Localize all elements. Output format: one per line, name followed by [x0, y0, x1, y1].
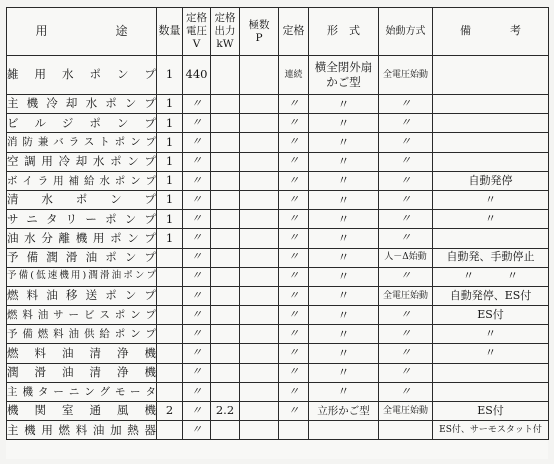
row-qty: 1	[157, 114, 183, 133]
header-remarks: 備 考	[433, 8, 549, 56]
row-form	[309, 56, 379, 95]
row-remarks: 〃	[433, 325, 549, 344]
row-form-line: 〃	[337, 269, 350, 284]
row-use: 燃料油移送ポンプ	[7, 286, 157, 305]
table-row	[7, 210, 549, 229]
row-use: 予備燃料油供給ポンプ	[7, 325, 157, 344]
motor-spec-table	[6, 7, 549, 440]
row-form	[309, 402, 379, 421]
row-use: サニタリーポンプ	[7, 210, 157, 229]
table-row	[7, 286, 549, 305]
row-form	[309, 133, 379, 152]
row-rating: 〃	[279, 95, 309, 114]
row-output	[211, 171, 240, 190]
row-output: 2.2	[211, 402, 240, 421]
row-form-line: 〃	[337, 154, 350, 169]
table-row	[7, 95, 549, 114]
row-output	[211, 210, 240, 229]
row-qty	[157, 382, 183, 401]
header-rating: 定格	[279, 8, 309, 56]
row-remarks: 自動発停	[433, 171, 549, 190]
row-use: ビルジポンプ	[7, 114, 157, 133]
row-rating: 連続	[279, 56, 309, 95]
table-row	[7, 190, 549, 209]
row-rating: 〃	[279, 325, 309, 344]
row-remarks: 自動発、手動停止	[433, 248, 549, 267]
row-form	[309, 248, 379, 267]
row-form	[309, 190, 379, 209]
row-start	[379, 421, 433, 440]
table-row	[7, 421, 549, 440]
header-start: 始動方式	[379, 8, 433, 56]
row-output	[211, 325, 240, 344]
row-start: 〃	[379, 363, 433, 382]
row-poles	[240, 229, 279, 248]
row-rating: 〃	[279, 190, 309, 209]
row-output	[211, 229, 240, 248]
row-form	[309, 421, 379, 440]
row-qty	[157, 421, 183, 440]
table-row	[7, 382, 549, 401]
row-output	[211, 133, 240, 152]
row-form-line: 〃	[337, 365, 350, 380]
row-start: 〃	[379, 114, 433, 133]
row-start: 〃	[379, 325, 433, 344]
header-row	[7, 8, 549, 56]
row-form	[309, 382, 379, 401]
row-start: 〃	[379, 306, 433, 325]
row-rating: 〃	[279, 210, 309, 229]
table-row	[7, 344, 549, 363]
row-poles	[240, 114, 279, 133]
row-rating: 〃	[279, 306, 309, 325]
row-form-line: 〃	[337, 384, 350, 399]
row-output	[211, 248, 240, 267]
row-start: 〃	[379, 229, 433, 248]
row-form-line: 立形かご型	[317, 404, 370, 417]
row-voltage: 〃	[183, 171, 211, 190]
row-voltage: 〃	[183, 133, 211, 152]
row-start: 全電圧始動	[379, 402, 433, 421]
row-voltage: 〃	[183, 152, 211, 171]
row-poles	[240, 171, 279, 190]
row-start: 人－Δ始動	[379, 248, 433, 267]
row-voltage: 〃	[183, 306, 211, 325]
table-row	[7, 267, 549, 286]
row-form	[309, 286, 379, 305]
row-voltage: 〃	[183, 382, 211, 401]
row-start: 〃	[379, 171, 433, 190]
row-output	[211, 190, 240, 209]
row-use: 潤滑油清浄機	[7, 363, 157, 382]
row-form-line: かご型	[326, 75, 361, 89]
row-rating	[279, 421, 309, 440]
row-rating: 〃	[279, 363, 309, 382]
row-qty: 1	[157, 95, 183, 114]
row-qty	[157, 363, 183, 382]
row-use: 予備(低速機用)潤滑油ポンプ	[7, 267, 157, 286]
row-form	[309, 210, 379, 229]
row-qty: 1	[157, 210, 183, 229]
row-qty: 1	[157, 229, 183, 248]
row-poles	[240, 267, 279, 286]
row-form-line: 〃	[337, 326, 350, 341]
row-rating: 〃	[279, 286, 309, 305]
row-remarks: 〃 〃	[433, 267, 549, 286]
row-remarks: 〃	[433, 344, 549, 363]
row-form-line: 〃	[337, 250, 350, 265]
row-remarks	[433, 382, 549, 401]
table-row	[7, 152, 549, 171]
row-remarks	[433, 56, 549, 95]
row-use: 清水ポンプ	[7, 190, 157, 209]
row-rating: 〃	[279, 267, 309, 286]
row-form-line: 横全閉外扇	[314, 60, 373, 74]
row-form	[309, 344, 379, 363]
row-poles	[240, 95, 279, 114]
row-start: 全電圧始動	[379, 56, 433, 95]
row-voltage: 〃	[183, 267, 211, 286]
row-use: ボイラ用補給水ポンプ	[7, 171, 157, 190]
row-poles	[240, 210, 279, 229]
row-qty	[157, 306, 183, 325]
row-use: 主機用燃料油加熱器	[7, 421, 157, 440]
row-rating: 〃	[279, 402, 309, 421]
row-start: 〃	[379, 133, 433, 152]
row-voltage: 〃	[183, 114, 211, 133]
row-poles	[240, 152, 279, 171]
row-output	[211, 95, 240, 114]
row-remarks: ES付	[433, 402, 549, 421]
row-output	[211, 56, 240, 95]
row-remarks: ES付	[433, 306, 549, 325]
row-remarks	[433, 114, 549, 133]
row-voltage: 〃	[183, 190, 211, 209]
row-form	[309, 267, 379, 286]
row-voltage: 〃	[183, 421, 211, 440]
row-poles	[240, 421, 279, 440]
header-qty: 数量	[157, 8, 183, 56]
row-form-line: 〃	[337, 96, 350, 111]
row-use: 消防兼バラストポンプ	[7, 133, 157, 152]
row-use: 機関室通風機	[7, 402, 157, 421]
row-rating: 〃	[279, 229, 309, 248]
table-row	[7, 114, 549, 133]
row-voltage: 〃	[183, 210, 211, 229]
row-use: 油水分離機用ポンプ	[7, 229, 157, 248]
row-voltage: 〃	[183, 229, 211, 248]
row-form	[309, 95, 379, 114]
row-form	[309, 363, 379, 382]
row-qty: 1	[157, 171, 183, 190]
row-voltage: 〃	[183, 248, 211, 267]
row-remarks: 自動発停、ES付	[433, 286, 549, 305]
row-use: 予備潤滑油ポンプ	[7, 248, 157, 267]
row-use: 燃料油清浄機	[7, 344, 157, 363]
row-rating: 〃	[279, 114, 309, 133]
row-output	[211, 114, 240, 133]
row-voltage: 〃	[183, 402, 211, 421]
header-form: 形 式	[309, 8, 379, 56]
row-qty: 1	[157, 152, 183, 171]
header-output: 定格 出力 kW	[211, 8, 240, 56]
row-poles	[240, 382, 279, 401]
row-use: 主機ターニングモータ	[7, 382, 157, 401]
table-row	[7, 248, 549, 267]
spec-sheet	[6, 7, 548, 459]
row-output	[211, 306, 240, 325]
row-remarks	[433, 229, 549, 248]
row-remarks	[433, 152, 549, 171]
row-form	[309, 325, 379, 344]
row-voltage: 〃	[183, 95, 211, 114]
row-use: 主機冷却水ポンプ	[7, 95, 157, 114]
row-rating: 〃	[279, 171, 309, 190]
table-row	[7, 325, 549, 344]
row-poles	[240, 190, 279, 209]
row-voltage: 440	[183, 56, 211, 95]
row-output	[211, 286, 240, 305]
row-remarks: 〃	[433, 190, 549, 209]
row-qty: 1	[157, 56, 183, 95]
row-rating: 〃	[279, 152, 309, 171]
row-form-line: 〃	[337, 288, 350, 303]
row-rating: 〃	[279, 248, 309, 267]
row-form-line: 〃	[337, 211, 350, 226]
row-rating: 〃	[279, 344, 309, 363]
row-output	[211, 152, 240, 171]
row-start: 〃	[379, 344, 433, 363]
row-qty: 1	[157, 133, 183, 152]
row-output	[211, 363, 240, 382]
row-form-line: 〃	[337, 173, 350, 188]
row-output	[211, 344, 240, 363]
row-poles	[240, 325, 279, 344]
row-start: 〃	[379, 190, 433, 209]
row-poles	[240, 133, 279, 152]
row-use: 空調用冷却水ポンプ	[7, 152, 157, 171]
row-output	[211, 267, 240, 286]
row-remarks	[433, 95, 549, 114]
table-row	[7, 306, 549, 325]
row-poles	[240, 306, 279, 325]
row-form-line: 〃	[337, 307, 350, 322]
row-start: 全電圧始動	[379, 286, 433, 305]
row-form-line: 〃	[337, 346, 350, 361]
row-start: 〃	[379, 152, 433, 171]
row-qty	[157, 325, 183, 344]
row-form-line: 〃	[337, 192, 350, 207]
row-form-line: 〃	[337, 134, 350, 149]
table-row	[7, 402, 549, 421]
row-output	[211, 382, 240, 401]
row-form-line: 〃	[337, 230, 350, 245]
row-remarks	[433, 133, 549, 152]
row-use: 燃料油サービスポンプ	[7, 306, 157, 325]
row-start: 〃	[379, 95, 433, 114]
row-poles	[240, 248, 279, 267]
row-poles	[240, 402, 279, 421]
row-form	[309, 229, 379, 248]
row-start: 〃	[379, 267, 433, 286]
table-row	[7, 133, 549, 152]
row-poles	[240, 56, 279, 95]
row-qty: 1	[157, 190, 183, 209]
table-row	[7, 171, 549, 190]
header-poles: 極数 P	[240, 8, 279, 56]
row-voltage: 〃	[183, 344, 211, 363]
row-use: 雑用水ポンプ	[7, 56, 157, 95]
row-qty: 2	[157, 402, 183, 421]
table-row	[7, 56, 549, 95]
header-use: 用 途	[7, 8, 157, 56]
row-qty	[157, 286, 183, 305]
row-rating: 〃	[279, 382, 309, 401]
row-form	[309, 306, 379, 325]
row-remarks: 〃	[433, 210, 549, 229]
table-row	[7, 229, 549, 248]
table-row	[7, 363, 549, 382]
row-output	[211, 421, 240, 440]
row-form	[309, 114, 379, 133]
row-poles	[240, 344, 279, 363]
row-voltage: 〃	[183, 363, 211, 382]
row-poles	[240, 286, 279, 305]
row-qty	[157, 344, 183, 363]
row-start: 〃	[379, 382, 433, 401]
row-poles	[240, 363, 279, 382]
row-form-line: 〃	[337, 115, 350, 130]
row-remarks: ES付、サーモスタット付	[433, 421, 549, 440]
row-voltage: 〃	[183, 286, 211, 305]
row-rating: 〃	[279, 133, 309, 152]
row-voltage: 〃	[183, 325, 211, 344]
row-remarks	[433, 363, 549, 382]
row-start: 〃	[379, 210, 433, 229]
row-form	[309, 152, 379, 171]
header-voltage: 定格 電圧 V	[183, 8, 211, 56]
row-form	[309, 171, 379, 190]
row-qty	[157, 248, 183, 267]
row-qty	[157, 267, 183, 286]
